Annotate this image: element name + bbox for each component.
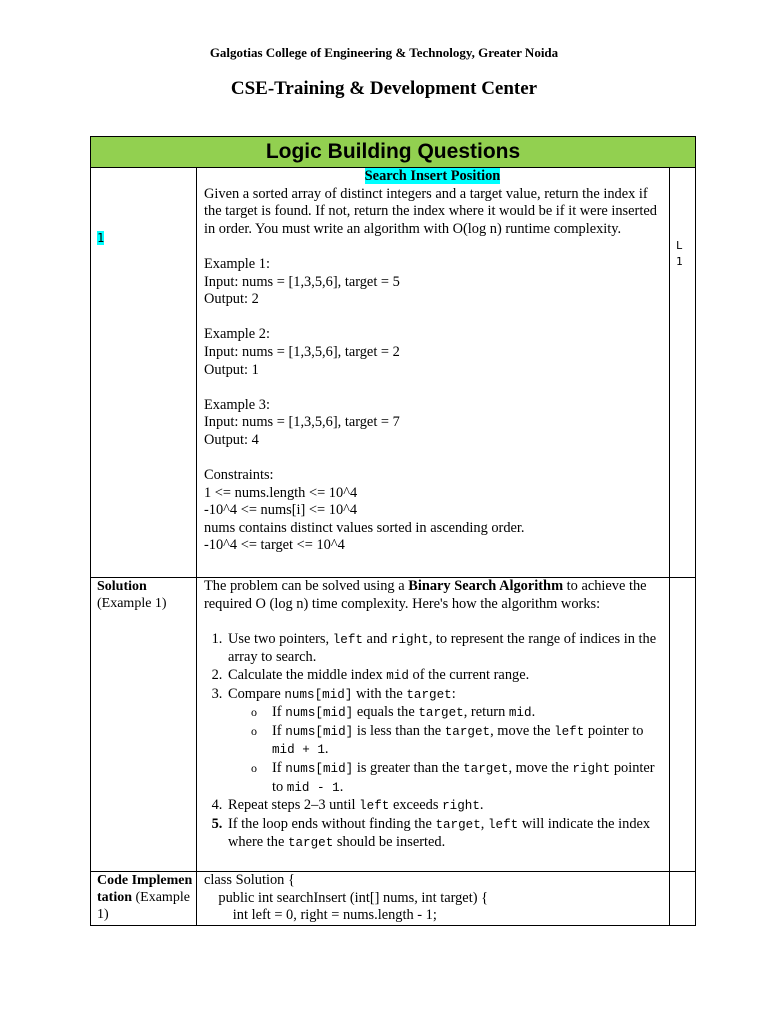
constraints-heading: Constraints: <box>204 467 274 484</box>
question-number-cell <box>91 168 197 578</box>
sub-steps <box>228 704 661 797</box>
example-1 <box>204 256 661 309</box>
college-name: Galgotias College of Engineering & Technology, Greater Noida <box>209 45 559 60</box>
step-item: 3. Compare nums[mid] with the target: o If nums[mid] equals the target, return mid. o If nums[mid] is less than the target, move the left pointer to mid + 1. o If nums[mid] is greater than the target, move the right pointer to mid - 1. <box>226 686 661 798</box>
step-item: 5. If the loop ends without finding the target, left will indicate the index where the target should be inserted. <box>226 816 661 853</box>
question-content <box>197 168 670 578</box>
code-content <box>197 872 670 926</box>
example-input: Input: nums = [1,3,5,6], target = 5 <box>204 273 400 290</box>
question-title-wrap <box>204 168 661 186</box>
solution-label-example: (Example 1) <box>97 596 167 611</box>
example-heading: Example 1: <box>204 255 270 272</box>
question-description: Given a sorted array of distinct integers and a target value, return the index if the target is found. If not, return the index where it would be if it were inserted in order. You must write an algorithm with O(log n) runtime complexity. <box>204 185 657 237</box>
table-title: Logic Building Questions <box>91 137 696 168</box>
code-label-example: (Example 1) <box>97 890 190 922</box>
department-title: CSE-Training & Development Center <box>230 78 538 99</box>
example-heading: Example 2: <box>204 326 270 343</box>
level-number: 1 <box>676 255 683 268</box>
solution-level-cell <box>670 578 696 872</box>
example-output: Output: 1 <box>204 361 259 378</box>
example-2 <box>204 326 661 379</box>
question-row <box>91 168 696 578</box>
algorithm-steps <box>204 631 661 853</box>
solution-row <box>91 578 696 872</box>
code-row <box>91 872 696 926</box>
step-item: 1. Use two pointers, left and right, to represent the range of indices in the array to search. <box>226 631 661 667</box>
example-output: Output: 2 <box>204 291 259 308</box>
code-label-bold: Code Implementation <box>97 873 193 905</box>
code-line: public int searchInsert (int[] nums, int target) { <box>204 889 488 906</box>
sub-step-item: o If nums[mid] is less than the target, move the left pointer to mid + 1. <box>272 723 661 760</box>
step-item: 2. Calculate the middle index mid of the current range. <box>226 667 661 686</box>
constraint-line: 1 <= nums.length <= 10^4 <box>204 484 358 501</box>
example-input: Input: nums = [1,3,5,6], target = 2 <box>204 343 400 360</box>
solution-content <box>197 578 670 872</box>
code-line: int left = 0, right = nums.length - 1; <box>204 907 437 924</box>
constraint-line: -10^4 <= target <= 10^4 <box>204 537 345 554</box>
example-3 <box>204 397 661 450</box>
sub-step-item: o If nums[mid] equals the target, return mid. <box>272 704 661 723</box>
constraint-line: -10^4 <= nums[i] <= 10^4 <box>204 502 358 519</box>
sub-step-item: o If nums[mid] is greater than the target, move the right pointer to mid - 1. <box>272 760 661 797</box>
constraint-line: nums contains distinct values sorted in ascending order. <box>204 519 525 536</box>
code-label <box>91 872 197 926</box>
constraints <box>204 467 661 555</box>
solution-intro: The problem can be solved using a Binary Search Algorithm to achieve the required O (log n) time complexity. Here's how the algorithm works: <box>204 578 647 612</box>
step-item: 4. Repeat steps 2–3 until left exceeds right. <box>226 797 661 816</box>
example-output: Output: 4 <box>204 431 259 448</box>
difficulty-level-cell <box>670 168 696 578</box>
solution-label <box>91 578 197 872</box>
level-letter: L <box>676 239 683 252</box>
question-title: Search Insert Position <box>364 168 501 184</box>
example-heading: Example 3: <box>204 396 270 413</box>
solution-label-bold: Solution <box>97 579 147 594</box>
questions-table <box>90 136 696 926</box>
question-number: 1 <box>97 231 105 245</box>
algorithm-name: Binary Search Algorithm <box>408 578 564 594</box>
code-line: class Solution { <box>204 872 295 888</box>
example-input: Input: nums = [1,3,5,6], target = 7 <box>204 414 400 431</box>
code-level-cell <box>670 872 696 926</box>
